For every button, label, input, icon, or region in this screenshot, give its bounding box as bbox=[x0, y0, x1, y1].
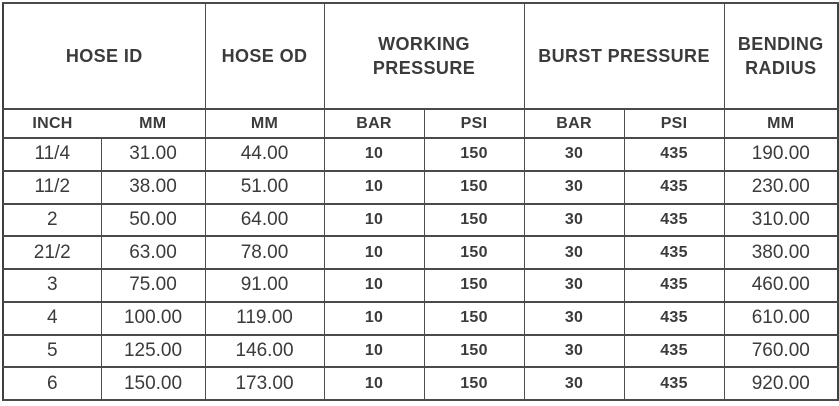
cell-hose-od-mm: 146.00 bbox=[205, 335, 324, 368]
cell-hose-id-mm: 50.00 bbox=[101, 204, 205, 237]
cell-working-pressure-psi: 150 bbox=[424, 269, 524, 302]
cell-hose-od-mm: 44.00 bbox=[205, 138, 324, 171]
cell-burst-pressure-bar: 30 bbox=[524, 236, 624, 269]
cell-working-pressure-psi: 150 bbox=[424, 171, 524, 204]
cell-burst-pressure-psi: 435 bbox=[624, 204, 724, 237]
table-row bbox=[3, 367, 838, 400]
header-working-pressure: WORKING PRESSURE bbox=[324, 3, 524, 109]
cell-working-pressure-bar: 10 bbox=[324, 335, 424, 368]
cell-hose-id-inch: 11/2 bbox=[3, 171, 101, 204]
table-row bbox=[3, 171, 838, 204]
cell-burst-pressure-psi: 435 bbox=[624, 302, 724, 335]
cell-bending-radius-mm: 190.00 bbox=[724, 138, 838, 171]
header-bending-radius: BENDING RADIUS bbox=[724, 3, 838, 109]
cell-hose-id-mm: 100.00 bbox=[101, 302, 205, 335]
cell-bending-radius-mm: 230.00 bbox=[724, 171, 838, 204]
table-row bbox=[3, 302, 838, 335]
cell-burst-pressure-psi: 435 bbox=[624, 171, 724, 204]
subheader-bending-radius-mm: MM bbox=[724, 109, 838, 138]
cell-hose-od-mm: 51.00 bbox=[205, 171, 324, 204]
cell-bending-radius-mm: 760.00 bbox=[724, 335, 838, 368]
header-hose-od: HOSE OD bbox=[205, 3, 324, 109]
cell-hose-id-mm: 38.00 bbox=[101, 171, 205, 204]
hose-specification-table bbox=[2, 2, 839, 401]
cell-working-pressure-psi: 150 bbox=[424, 204, 524, 237]
header-burst-pressure: BURST PRESSURE bbox=[524, 3, 724, 109]
table-header bbox=[3, 3, 838, 138]
cell-burst-pressure-bar: 30 bbox=[524, 335, 624, 368]
cell-hose-id-mm: 150.00 bbox=[101, 367, 205, 400]
subheader-hose-id-mm: MM bbox=[101, 109, 205, 138]
cell-working-pressure-bar: 10 bbox=[324, 171, 424, 204]
cell-working-pressure-bar: 10 bbox=[324, 367, 424, 400]
subheader-hose-id-inch: INCH bbox=[3, 109, 101, 138]
subheader-working-pressure-psi: PSI bbox=[424, 109, 524, 138]
cell-working-pressure-bar: 10 bbox=[324, 138, 424, 171]
cell-bending-radius-mm: 610.00 bbox=[724, 302, 838, 335]
cell-hose-id-inch: 4 bbox=[3, 302, 101, 335]
subheader-hose-od-mm: MM bbox=[205, 109, 324, 138]
header-group-row bbox=[3, 3, 838, 109]
subheader-working-pressure-bar: BAR bbox=[324, 109, 424, 138]
cell-hose-id-inch: 21/2 bbox=[3, 236, 101, 269]
cell-working-pressure-psi: 150 bbox=[424, 335, 524, 368]
subheader-burst-pressure-bar: BAR bbox=[524, 109, 624, 138]
cell-burst-pressure-bar: 30 bbox=[524, 367, 624, 400]
cell-hose-od-mm: 91.00 bbox=[205, 269, 324, 302]
cell-bending-radius-mm: 920.00 bbox=[724, 367, 838, 400]
table-row bbox=[3, 269, 838, 302]
cell-working-pressure-bar: 10 bbox=[324, 236, 424, 269]
cell-working-pressure-bar: 10 bbox=[324, 204, 424, 237]
cell-hose-id-inch: 6 bbox=[3, 367, 101, 400]
cell-burst-pressure-psi: 435 bbox=[624, 367, 724, 400]
cell-burst-pressure-bar: 30 bbox=[524, 302, 624, 335]
cell-bending-radius-mm: 460.00 bbox=[724, 269, 838, 302]
cell-hose-id-inch: 3 bbox=[3, 269, 101, 302]
cell-hose-id-inch: 2 bbox=[3, 204, 101, 237]
cell-burst-pressure-psi: 435 bbox=[624, 236, 724, 269]
cell-working-pressure-psi: 150 bbox=[424, 367, 524, 400]
cell-hose-od-mm: 119.00 bbox=[205, 302, 324, 335]
cell-working-pressure-bar: 10 bbox=[324, 269, 424, 302]
table-body bbox=[3, 138, 838, 400]
cell-hose-od-mm: 64.00 bbox=[205, 204, 324, 237]
table-row bbox=[3, 236, 838, 269]
subheader-burst-pressure-psi: PSI bbox=[624, 109, 724, 138]
cell-hose-id-mm: 75.00 bbox=[101, 269, 205, 302]
subheader-row bbox=[3, 109, 838, 138]
cell-hose-id-mm: 125.00 bbox=[101, 335, 205, 368]
cell-burst-pressure-bar: 30 bbox=[524, 171, 624, 204]
table-row bbox=[3, 138, 838, 171]
cell-bending-radius-mm: 310.00 bbox=[724, 204, 838, 237]
cell-hose-od-mm: 173.00 bbox=[205, 367, 324, 400]
cell-burst-pressure-bar: 30 bbox=[524, 204, 624, 237]
table-row bbox=[3, 335, 838, 368]
cell-burst-pressure-psi: 435 bbox=[624, 269, 724, 302]
cell-burst-pressure-bar: 30 bbox=[524, 138, 624, 171]
cell-hose-od-mm: 78.00 bbox=[205, 236, 324, 269]
cell-hose-id-inch: 11/4 bbox=[3, 138, 101, 171]
cell-hose-id-mm: 63.00 bbox=[101, 236, 205, 269]
cell-bending-radius-mm: 380.00 bbox=[724, 236, 838, 269]
cell-burst-pressure-bar: 30 bbox=[524, 269, 624, 302]
cell-hose-id-inch: 5 bbox=[3, 335, 101, 368]
cell-working-pressure-psi: 150 bbox=[424, 236, 524, 269]
header-hose-id: HOSE ID bbox=[3, 3, 205, 109]
cell-working-pressure-psi: 150 bbox=[424, 302, 524, 335]
cell-working-pressure-bar: 10 bbox=[324, 302, 424, 335]
cell-burst-pressure-psi: 435 bbox=[624, 138, 724, 171]
cell-working-pressure-psi: 150 bbox=[424, 138, 524, 171]
cell-hose-id-mm: 31.00 bbox=[101, 138, 205, 171]
cell-burst-pressure-psi: 435 bbox=[624, 335, 724, 368]
table-row bbox=[3, 204, 838, 237]
